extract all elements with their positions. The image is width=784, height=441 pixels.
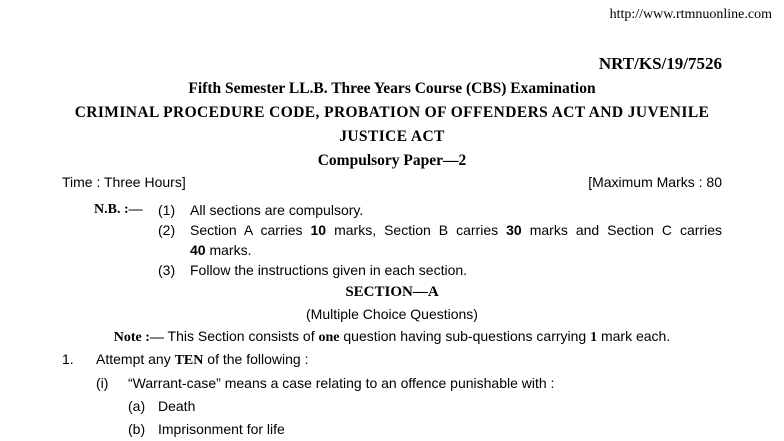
option-a-text: Death [158,398,196,414]
nb-item-3-text: Follow the instructions given in each section. [190,262,468,278]
section-note: Note :— This Section consists of one question having sub-questions carrying 1 mark each. [113,328,671,345]
nb-item-2-text: Section A carries 10 marks, Section B carries 30 marks and Section C carries [190,222,722,238]
nb-label: N.B. :— [94,202,143,217]
nb-item-1-text: All sections are compulsory. [190,202,364,218]
subject-title-line2: JUSTICE ACT [339,128,445,145]
paper-code: NRT/KS/19/7526 [598,54,722,73]
nb-item-1-number: (1) [158,202,176,218]
paper-type: Compulsory Paper—2 [317,152,467,169]
time-allowed: Time : Three Hours] [62,174,186,190]
option-b-text: Imprisonment for life [158,421,285,437]
question-number: 1. [62,351,74,367]
section-title: SECTION—A [345,284,439,300]
maximum-marks: [Maximum Marks : 80 [588,174,722,190]
subject-title-line1: CRIMINAL PROCEDURE CODE, PROBATION OF OFFENDERS ACT AND JUVENILE [74,104,710,121]
subquestion-number: (i) [96,375,109,391]
exam-title: Fifth Semester LL.B. Three Years Course (CBS) Examination [188,80,596,97]
nb-item-3-number: (3) [158,262,176,278]
nb-item-2-number: (2) [158,222,176,238]
nb-item-2-text-cont: 40 marks. [190,242,252,258]
source-url: http://www.rtmnuonline.com [609,7,772,22]
section-subtitle: (Multiple Choice Questions) [306,306,478,322]
question-instruction: Attempt any TEN of the following : [96,351,309,368]
option-b-label: (b) [128,421,146,437]
subquestion-text: “Warrant-case” means a case relating to an offence punishable with : [128,375,555,391]
option-a-label: (a) [128,398,146,414]
